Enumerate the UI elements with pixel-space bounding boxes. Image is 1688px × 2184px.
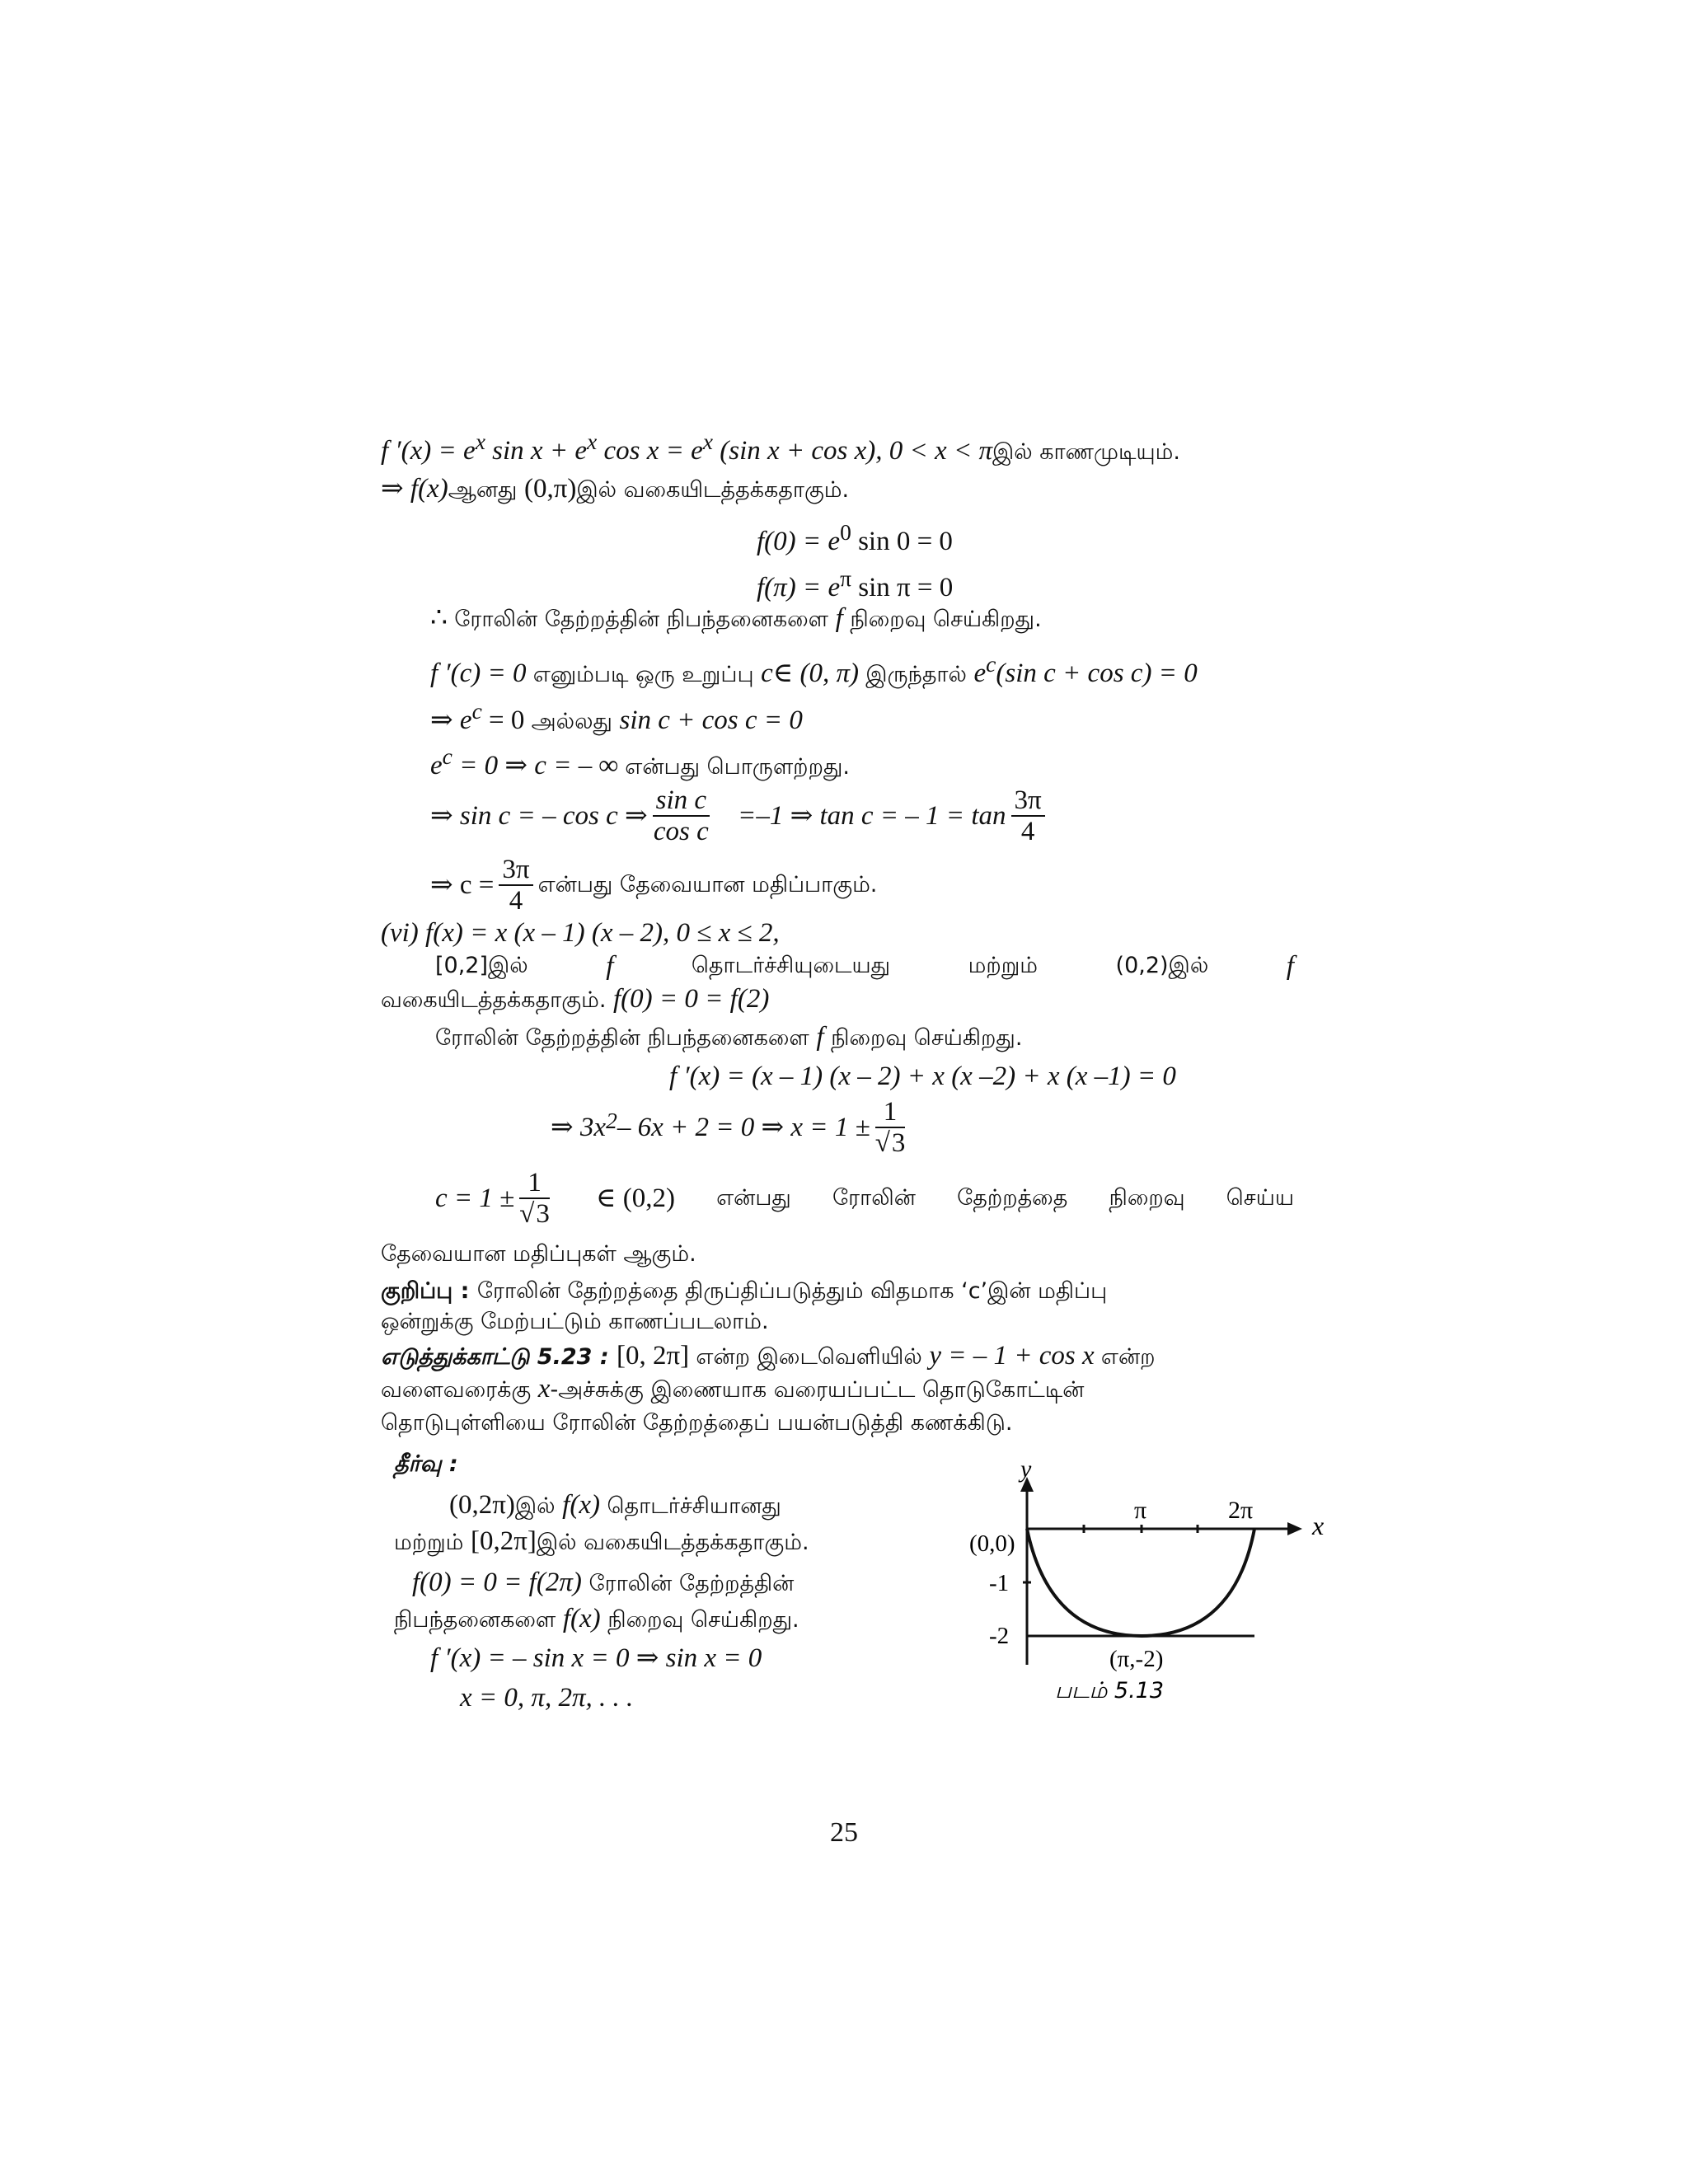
c-value: ⇒ c = $\frac{3\pi}{4}$ என்பது தேவையான மதிப்பாகும்.: [430, 855, 878, 916]
solution-differentiable: மற்றும் [0,2π]இல் வகையிடத்தக்கதாகும்.: [394, 1526, 809, 1556]
required-values: தேவையான மதிப்புகள் ஆகும்.: [381, 1241, 696, 1267]
y-axis-label: y: [1020, 1459, 1032, 1483]
note-line-1: குறிப்பு : ரோலின் தேற்றத்தை திருப்திப்படுத்தும் விதமாக ‘c’இன் மதிப்பு: [381, 1278, 1108, 1304]
f-at-zero: $f(0) = e^0$ sin 0 = 0: [757, 519, 953, 556]
solution-continuity: (0,2π)இல் f(x) தொடர்ச்சியானது: [449, 1490, 781, 1520]
f-at-pi: $f(\pi) = e^\pi$ sin π = 0: [757, 565, 954, 602]
c-values-statement: c = 1 ± $\frac{1}{√3}$ ∈ (0,2) என்பது ரோலின் தேற்றத்தை நிறைவு செய்ய: [435, 1168, 1294, 1229]
differentiable-f0-f2: வகையிடத்தக்கதாகும். f(0) = 0 = f(2): [381, 984, 770, 1014]
part-vi-function: (vi) f(x) = x (x – 1) (x – 2), 0 ≤ x ≤ 2,: [381, 918, 780, 948]
minimum-point-label: (π,-2): [1109, 1646, 1164, 1672]
x-axis-arrow-icon: [1287, 1522, 1302, 1535]
example-heading: எடுத்துக்காட்டு 5.23 : [0, 2π] என்ற இடைவெளியில் y = – 1 + cos x என்ற: [381, 1341, 1156, 1371]
solution-f-equal: f(0) = 0 = f(2π) ரோலின் தேற்றத்தின்: [412, 1568, 795, 1597]
cosine-curve: [1027, 1529, 1254, 1636]
equation-derivative-exp: f $'(x) = e^x$ $\sin x + e^x$ $\cos x = e^x$ (sin x + cos x), 0 < x < πஇல் காணமுடியும்.: [381, 429, 1180, 466]
solution-derivative: f ′(x) = – sin x = 0 ⇒ sin x = 0: [430, 1643, 762, 1673]
rolle-conditions-2: ரோலின் தேற்றத்தின் நிபந்தனைகளை f நிறைவு செய்கிறது.: [435, 1022, 1023, 1052]
example-line-3: தொடுபுள்ளியை ரோலின் தேற்றத்தைப் பயன்படுத்தி கணக்கிடு.: [381, 1410, 1013, 1436]
minus-one-label: -1: [989, 1570, 1010, 1596]
solution-roots: x = 0, π, 2π, . . .: [460, 1683, 634, 1713]
derivative-cubic: f ′(x) = (x – 1) (x – 2) + x (x –2) + x (x –1) = 0: [669, 1062, 1176, 1091]
fraction-1-root3: $\frac{1}{√3}$: [874, 1097, 906, 1158]
rolle-conditions-1: ∴ ரோலின் தேற்றத்தின் நிபந்தனைகளை f நிறைவு செய்கிறது.: [430, 603, 1042, 633]
solution-conditions: நிபந்தனைகளை f(x) நிறைவு செய்கிறது.: [394, 1604, 799, 1633]
two-pi-label: 2π: [1228, 1497, 1254, 1524]
differentiable-statement: ⇒ f(x)ஆனது (0,π)இல் வகையிடத்தக்கதாகும்.: [381, 474, 850, 504]
solution-label: தீர்வு :: [394, 1451, 458, 1477]
minus-two-label: -2: [989, 1623, 1010, 1649]
x-axis-label: x: [1312, 1511, 1325, 1540]
fraction-3pi-4: $\frac{3\pi}{4}$: [499, 855, 532, 916]
note-line-2: ஒன்றுக்கு மேற்பட்டும் காணப்படலாம்.: [381, 1309, 769, 1334]
tan-equation: ⇒ sin c = – cos c ⇒ $\frac{\text{sin c}}{\text{cos c}}$ =–1 ⇒ tan c = – 1 = tan $\frac{3\pi}{4}$: [430, 783, 1050, 849]
figure-caption: படம் 5.13: [1055, 1678, 1165, 1704]
quadratic-solution: ⇒ 3x $^2$ – 6x + 2 = 0 ⇒ x = 1 ± $\frac{1}{√3}$: [551, 1097, 906, 1158]
ec-meaningless: $e^c = 0$ ⇒ c = – ∞ என்பது பொருளற்றது.: [430, 743, 850, 780]
fraction-1-root3: $\frac{1}{√3}$: [519, 1168, 550, 1229]
continuity-statement: [0,2]இல் f தொடர்ச்சியுடையது மற்றும் (0,2)இல் f: [435, 951, 1294, 981]
origin-label: (0,0): [969, 1530, 1015, 1557]
fraction-3pi-4: $\frac{3\pi}{4}$: [1011, 785, 1045, 846]
example-line-2: வளைவரைக்கு x-அச்சுக்கு இணையாக வரையப்பட்ட தொடுகோட்டின்: [381, 1374, 1085, 1404]
figure-cosine-curve: [948, 1459, 1327, 1731]
pi-label: π: [1134, 1497, 1147, 1524]
exists-c-statement: f ′(c) = 0 எனும்படி ஒரு உறுப்பு c∈ (0, π) இருந்தால் $e^c(\sin$ c + cos c) = 0: [430, 651, 1198, 688]
page-number: 25: [830, 1817, 858, 1848]
fraction-sin-cos: $\frac{\text{sin c}}{\text{cos c}}$: [653, 785, 709, 846]
ec-or-statement: ⇒ $e^c = 0$ அல்லது sin c + cos c = 0: [430, 698, 803, 735]
